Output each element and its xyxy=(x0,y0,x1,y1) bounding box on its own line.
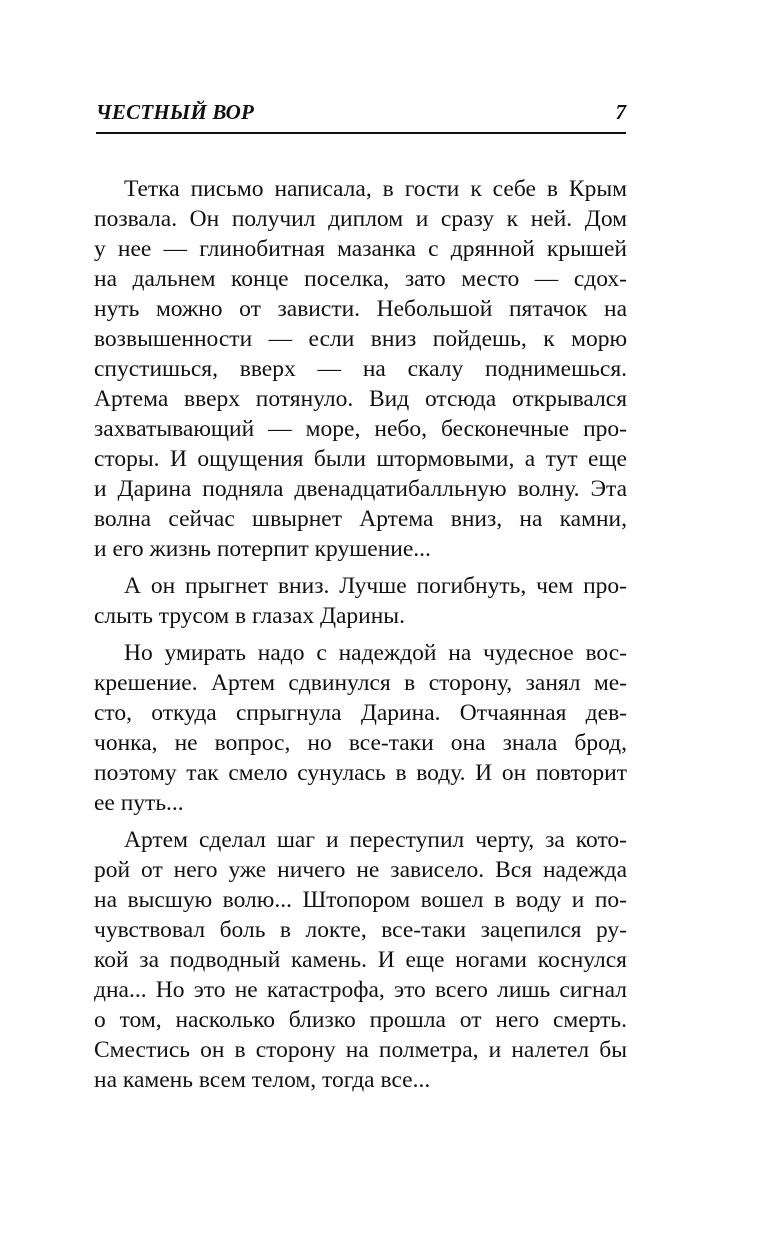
text-line: позвала. Он получил диплом и сразу к ней. Дом xyxy=(94,206,627,232)
text-line: Артем сделал шаг и переступил черту, за кото- xyxy=(124,827,627,853)
paragraph xyxy=(94,174,627,564)
text-line: спустишься, вверх — на скалу поднимешься. xyxy=(94,356,627,382)
text-line: и Дарина подняла двенадцатибалльную волну. Эта xyxy=(94,476,627,502)
text-line: чувствовал боль в локте, все-таки зацепился ру- xyxy=(94,917,627,943)
text-line: сторы. И ощущения были штормовыми, а тут еще xyxy=(94,446,627,472)
text-line: поэтому так смело сунулась в воду. И он повторит xyxy=(94,760,627,786)
text-line: Но умирать надо с надеждой на чудесное вос- xyxy=(124,640,627,666)
body-text xyxy=(94,174,627,1095)
running-header xyxy=(96,96,626,134)
text-line: слыть трусом в глазах Дарины. xyxy=(94,603,405,629)
text-line: о том, насколько близко прошла от него смерть. xyxy=(94,1007,627,1033)
text-line: на дальнем конце поселка, зато место — сдох- xyxy=(94,266,627,292)
text-line: кой за подводный камень. И еще ногами коснулся xyxy=(94,947,627,973)
text-line: возвышенности — если вниз пойдешь, к морю xyxy=(94,326,627,352)
text-line: у нее — глинобитная мазанка с дрянной крышей xyxy=(94,236,627,262)
text-line: и его жизнь потерпит крушение... xyxy=(94,536,431,562)
text-line: сто, откуда спрыгнула Дарина. Отчаянная дев- xyxy=(94,700,627,726)
text-line: нуть можно от зависти. Небольшой пятачок на xyxy=(94,296,627,322)
text-line: захватывающий — море, небо, бесконечные про- xyxy=(94,416,627,442)
text-line: чонка, не вопрос, но все-таки она знала брод, xyxy=(94,730,627,756)
page-number: 7 xyxy=(615,100,626,124)
text-line: на камень всем телом, тогда все... xyxy=(94,1067,431,1093)
text-line: волна сейчас швырнет Артема вниз, на камни, xyxy=(94,506,627,532)
text-line: крешение. Артем сдвинулся в сторону, занял ме- xyxy=(94,670,627,696)
text-line: рой от него уже ничего не зависело. Вся надежда xyxy=(94,857,627,883)
text-line: Тетка письмо написала, в гости к себе в Крым xyxy=(124,176,627,202)
text-line: на высшую волю... Штопором вошел в воду и по- xyxy=(94,887,627,913)
paragraph xyxy=(94,825,627,1095)
text-line: Артема вверх потянуло. Вид отсюда открывался xyxy=(94,386,627,412)
paragraph xyxy=(94,638,627,818)
paragraph xyxy=(94,571,627,631)
text-line: ее путь... xyxy=(94,790,184,816)
book-title: ЧЕСТНЫЙ ВОР xyxy=(96,100,255,124)
text-line: Сместись он в сторону на полметра, и налетел бы xyxy=(94,1037,627,1063)
text-line: А он прыгнет вниз. Лучше погибнуть, чем про- xyxy=(124,573,627,599)
text-line: дна... Но это не катастрофа, это всего лишь сигнал xyxy=(94,977,627,1003)
